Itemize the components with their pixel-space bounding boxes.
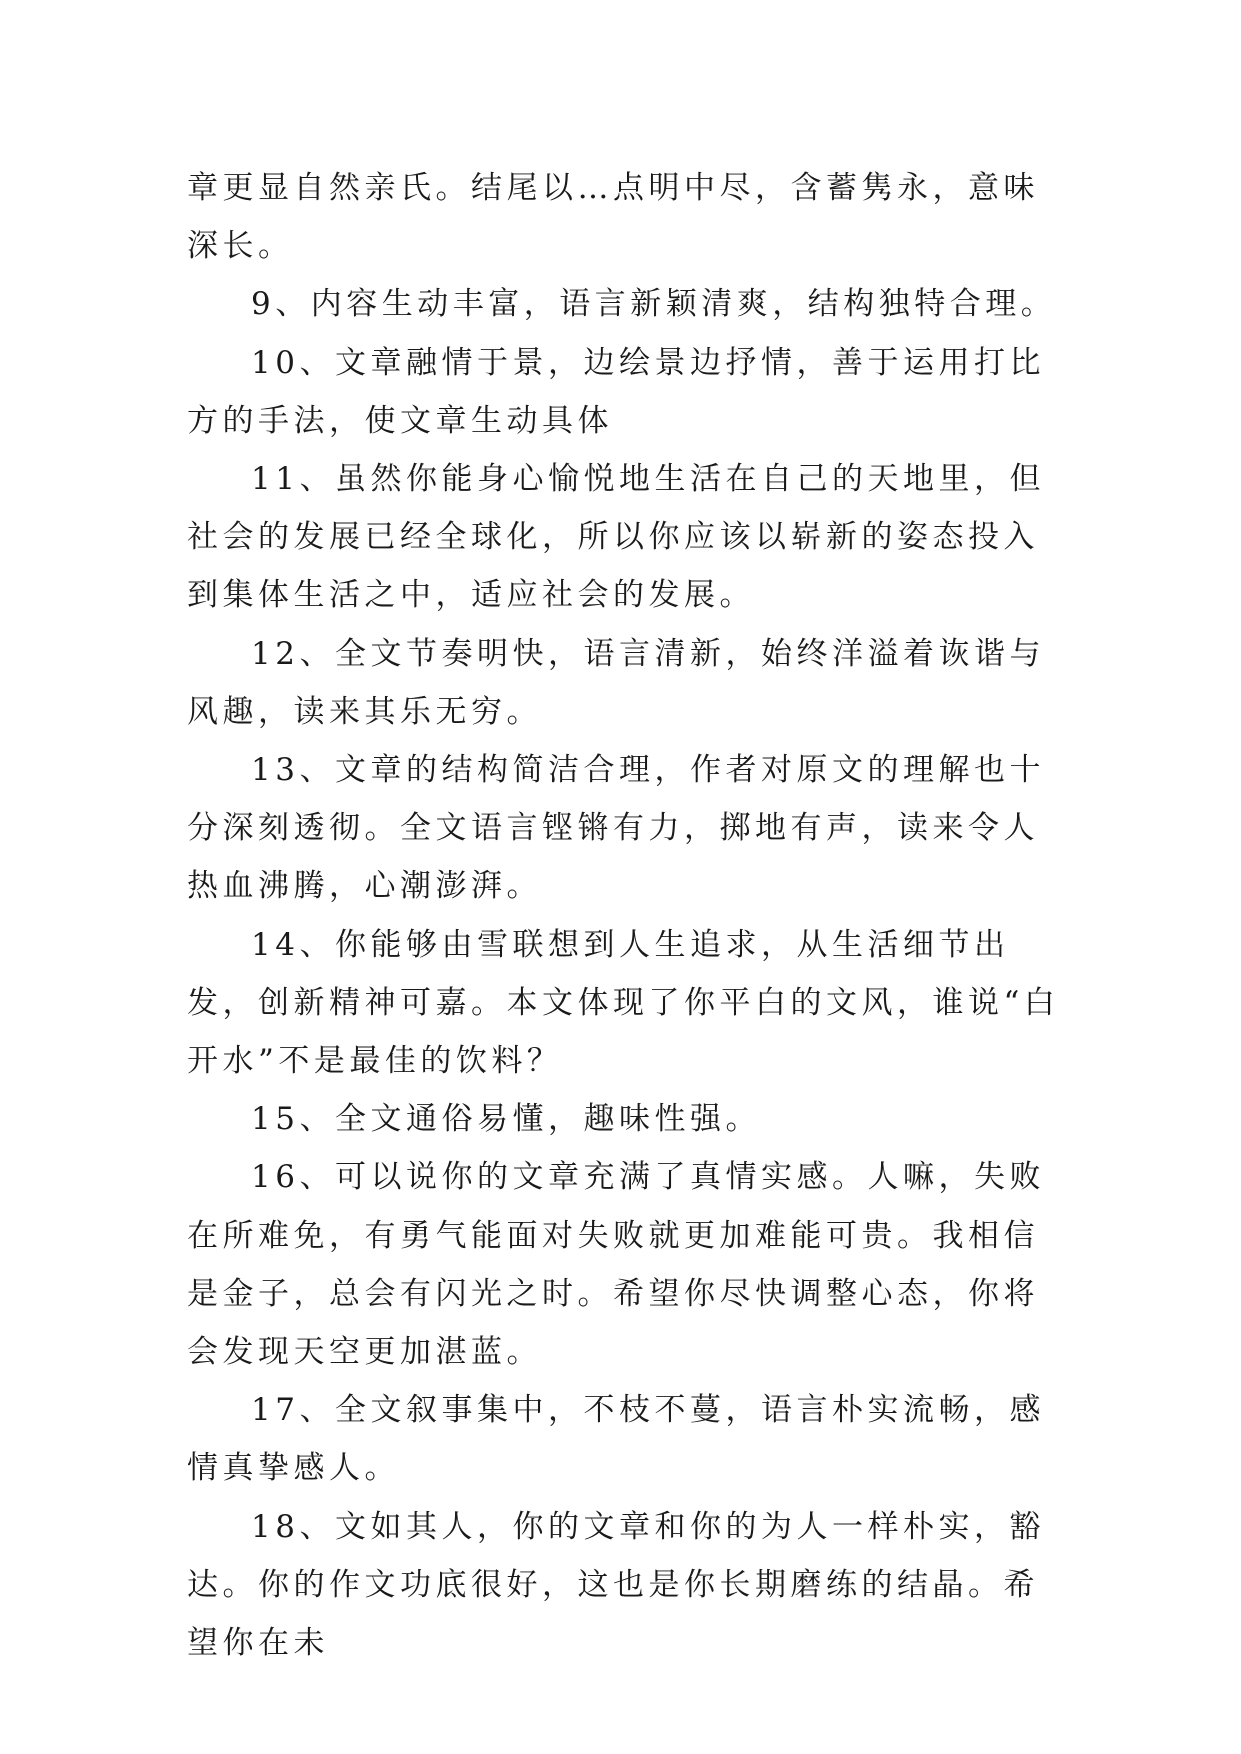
comment-item-10: 10、文章融情于景，边绘景边抒情，善于运用打比方的手法，使文章生动具体 [187,344,1045,439]
comment-item-17: 17、全文叙事集中，不枝不蔓，语言朴实流畅，感情真挚感人。 [187,1392,1045,1487]
comment-item-15: 15、全文通俗易懂，趣味性强。 [251,1101,761,1138]
comment-item-14: 14、你能够由雪联想到人生追求，从生活细节出发，创新精神可嘉。本文体现了你平白的文风，谁说“白开水”不是最佳的饮料？ [187,926,1060,1080]
comment-item-12: 12、全文节奏明快，语言清新，始终洋溢着诙谐与风趣，读来其乐无穷。 [187,635,1045,730]
comment-item-13: 13、文章的结构简洁合理，作者对原文的理解也十分深刻透彻。全文语言铿锵有力，掷地有声，读来令人热血沸腾，心潮澎湃。 [187,752,1045,905]
document-body [187,159,1067,1672]
comment-item-18: 18、文如其人，你的文章和你的为人一样朴实，豁达。你的作文功底很好，这也是你长期磨练的结晶。希望你在未 [187,1508,1045,1662]
comment-item-9: 9、内容生动丰富，语言新颖清爽，结构独特合理。 [251,286,1057,323]
paragraph-continuation: 章更显自然亲氏。结尾以…点明中尽，含蓄隽永，意味深长。 [187,170,1039,265]
comment-item-16: 16、可以说你的文章充满了真情实感。人嘛，失败在所难免，有勇气能面对失败就更加难能可贵。我相信是金子，总会有闪光之时。希望你尽快调整心态，你将会发现天空更加湛蓝。 [187,1159,1045,1371]
comment-item-11: 11、虽然你能身心愉悦地生活在自己的天地里，但社会的发展已经全球化，所以你应该以崭新的姿态投入到集体生活之中，适应社会的发展。 [187,461,1045,614]
